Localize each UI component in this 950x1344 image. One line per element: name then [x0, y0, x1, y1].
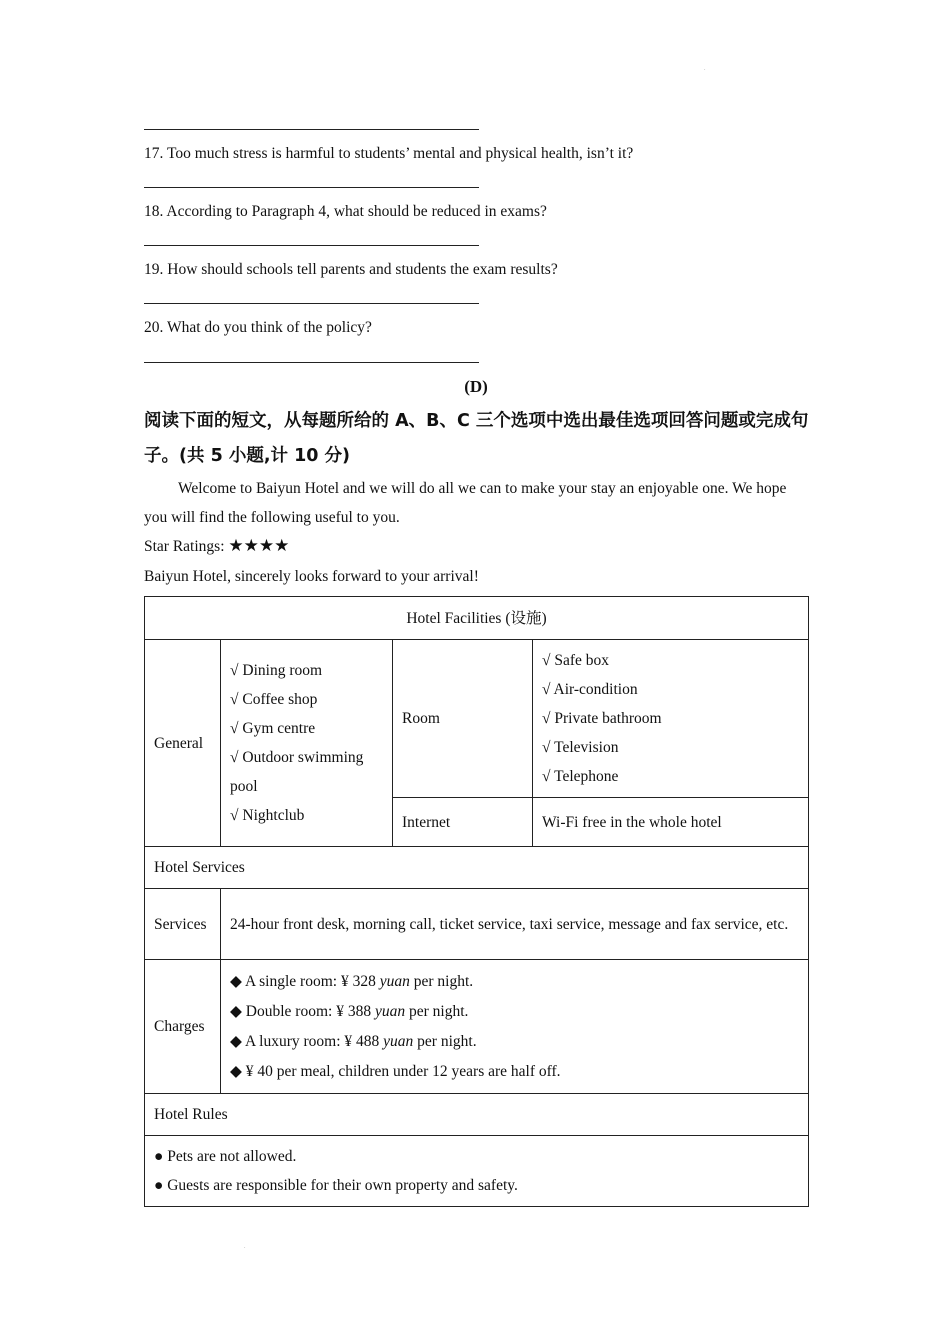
star-label: Star Ratings: — [144, 538, 225, 555]
charge-item: ◆ A luxury room: ¥ 488 yuan per night. — [230, 1032, 477, 1050]
page-dot-top: . — [704, 66, 706, 72]
question-number: 20. — [144, 319, 164, 336]
room-label: Room — [393, 640, 533, 798]
charges-label: Charges — [145, 960, 221, 1094]
general-item: √ Nightclub — [230, 807, 305, 824]
question-20 — [144, 319, 372, 337]
question-17 — [144, 145, 633, 163]
question-18 — [144, 203, 547, 221]
question-text: Too much stress is harmful to students’ mental and physical health, isn’t it? — [166, 145, 634, 162]
answer-line-19 — [144, 303, 479, 304]
services-title: Hotel Services — [145, 847, 809, 889]
facilities-title: Hotel Facilities (设施) — [145, 597, 809, 640]
question-19 — [144, 261, 558, 279]
question-text: How should schools tell parents and students the exam results? — [167, 261, 558, 278]
section-instruction: 阅读下面的短文，从每题所给的 A、B、C 三个选项中选出最佳选项回答问题或完成句子。(共 5 小题,计 10 分) — [144, 411, 809, 466]
rule-item: ● Guests are responsible for their own property and safety. — [154, 1177, 518, 1194]
general-item: √ Gym centre — [230, 720, 316, 737]
answer-line-20 — [144, 362, 479, 363]
charge-item: ◆ Double room: ¥ 388 yuan per night. — [230, 1002, 469, 1020]
question-number: 17. — [144, 145, 164, 162]
star-icons: ★★★★ — [228, 536, 290, 556]
answer-line-18 — [144, 245, 479, 246]
charges-list — [221, 960, 809, 1094]
question-text: According to Paragraph 4, what should be reduced in exams? — [166, 203, 547, 220]
closing-line: Baiyun Hotel, sincerely looks forward to your arrival! — [144, 568, 479, 585]
rules-list — [145, 1136, 809, 1207]
answer-line-16 — [144, 129, 479, 130]
internet-label: Internet — [393, 798, 533, 847]
answer-line-17 — [144, 187, 479, 188]
room-item: √ Air-condition — [542, 681, 638, 698]
services-value: 24-hour front desk, morning call, ticket service, taxi service, message and fax service, etc. — [221, 889, 809, 960]
charge-item: ◆ ¥ 40 per meal, children under 12 years are half off. — [230, 1062, 561, 1080]
room-item: √ Safe box — [542, 652, 610, 669]
room-items — [533, 640, 809, 798]
general-item: √ Coffee shop — [230, 691, 318, 708]
general-items — [221, 640, 393, 847]
page-dot-bottom: . — [244, 1244, 246, 1250]
general-item: √ Dining room — [230, 662, 323, 679]
charge-item: ◆ A single room: ¥ 328 yuan per night. — [230, 972, 474, 990]
star-ratings — [144, 532, 808, 561]
general-label: General — [145, 640, 221, 847]
services-label: Services — [145, 889, 221, 960]
question-number: 18. — [144, 203, 164, 220]
section-label: (D) — [464, 377, 488, 396]
room-item: √ Telephone — [542, 768, 619, 785]
room-item: √ Private bathroom — [542, 710, 662, 727]
internet-value: Wi-Fi free in the whole hotel — [533, 798, 809, 847]
rules-title: Hotel Rules — [145, 1094, 809, 1136]
question-number: 19. — [144, 261, 164, 278]
welcome-paragraph: Welcome to Baiyun Hotel and we will do all we can to make your stay an enjoyable one. We hope you will find the following useful to you. — [144, 480, 787, 526]
hotel-info-table — [144, 596, 809, 1207]
general-item: √ Outdoor swimming pool — [230, 749, 364, 795]
room-item: √ Television — [542, 739, 619, 756]
question-text: What do you think of the policy? — [166, 319, 372, 336]
rule-item: ● Pets are not allowed. — [154, 1148, 297, 1165]
